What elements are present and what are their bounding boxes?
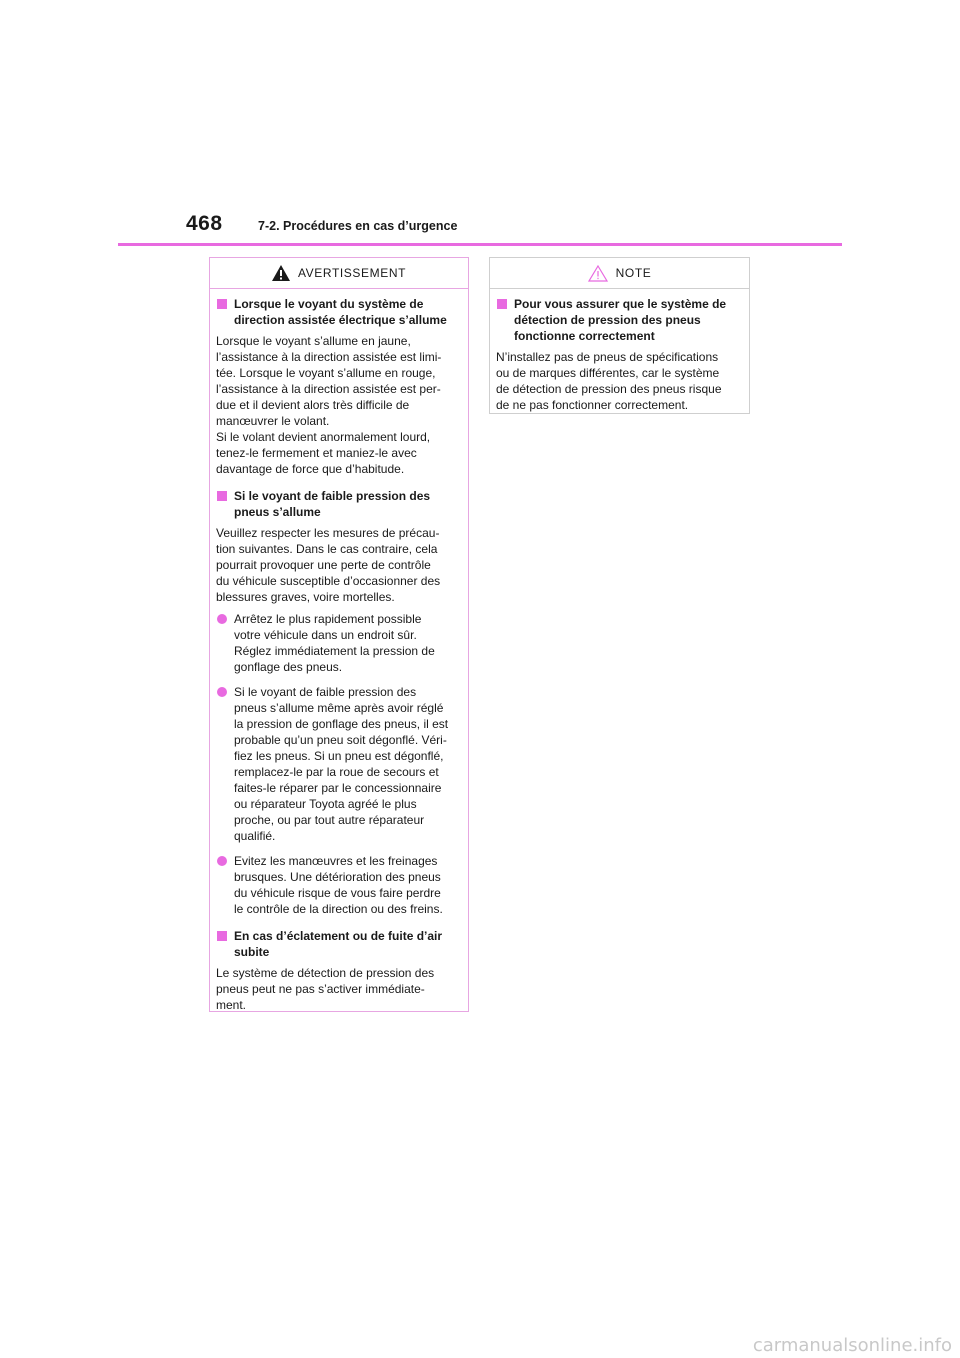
text-line: Lorsque le voyant s’allume en jaune, (216, 334, 411, 348)
text-line: tion suivantes. Dans le cas contraire, cela (216, 542, 438, 556)
text-line: Evitez les manœuvres et les freinages (234, 854, 438, 868)
warning-heading (216, 296, 456, 328)
round-bullet-icon (217, 856, 227, 866)
text-line: pneus s’allume même après avoir réglé (234, 701, 444, 715)
warning-header (210, 258, 468, 289)
text-line: ment. (216, 998, 247, 1012)
text-line: subite (234, 945, 270, 959)
text-line: remplacez-le par la roue de secours et (234, 765, 439, 779)
text-line: due et il devient alors très difficile de (216, 398, 410, 412)
square-bullet-icon (217, 931, 227, 941)
text-line: Si le voyant de faible pression des (234, 489, 431, 503)
square-bullet-icon (217, 299, 227, 309)
text-line: votre véhicule dans un endroit sûr. (234, 628, 417, 642)
text-line: de ne pas fonctionner correctement. (496, 398, 689, 412)
text-line: probable qu’un pneu soit dégonflé. Véri- (234, 733, 447, 747)
warning-paragraph (216, 333, 456, 477)
page-number: 468 (186, 212, 223, 235)
warning-title: AVERTISSEMENT (297, 266, 407, 280)
text-line: blessures graves, voire mortelles. (216, 590, 395, 604)
header-rule (118, 243, 842, 246)
text-line: Arrêtez le plus rapidement possible (234, 612, 422, 626)
list-item (216, 611, 456, 675)
text-line: davantage de force que d’habitude. (216, 462, 405, 476)
text-line: gonflage des pneus. (234, 660, 343, 674)
text-line: de détection de pression des pneus risque (496, 382, 722, 396)
text-line: manœuvrer le volant. (216, 414, 330, 428)
note-heading (496, 296, 737, 344)
text-line: N’installez pas de pneus de spécifications (496, 350, 719, 364)
text-line: fonctionne correctement (514, 329, 655, 343)
note-body (490, 289, 749, 413)
text-line: ou de marques différentes, car le système (496, 366, 720, 380)
list-item (216, 684, 456, 844)
text-line: Si le voyant de faible pression des (234, 685, 417, 699)
warning-paragraph (216, 525, 456, 605)
round-bullet-icon (217, 614, 227, 624)
round-bullet-icon (217, 687, 227, 697)
text-line: Pour vous assurer que le système de (514, 297, 727, 311)
text-line: l’assistance à la direction assistée est limi- (216, 350, 442, 364)
text-line: pourrait provoquer une perte de contrôle (216, 558, 431, 572)
text-line: brusques. Une détérioration des pneus (234, 870, 441, 884)
text-line: Réglez immédiatement la pression de (234, 644, 435, 658)
text-line: pneus peut ne pas s’activer immédiate- (216, 982, 425, 996)
caution-outline-triangle-icon (588, 265, 608, 282)
text-line: proche, ou par tout autre réparateur (234, 813, 425, 827)
text-line: le contrôle de la direction ou des freins. (234, 902, 443, 916)
warning-triangle-icon (272, 265, 290, 281)
text-line: En cas d’éclatement ou de fuite d’air (234, 929, 443, 943)
warning-heading (216, 488, 456, 520)
note-title: NOTE (615, 266, 652, 280)
text-line: du véhicule risque de vous faire perdre (234, 886, 441, 900)
text-line: ou réparateur Toyota agréé le plus (234, 797, 417, 811)
square-bullet-icon (497, 299, 507, 309)
text-line: tenez-le fermement et maniez-le avec (216, 446, 417, 460)
warning-box (209, 257, 469, 1012)
text-line: qualifié. (234, 829, 276, 843)
list-item (216, 853, 456, 917)
note-paragraph (496, 349, 737, 413)
text-line: pneus s’allume (234, 505, 321, 519)
text-line: fiez les pneus. Si un pneu est dégonflé, (234, 749, 444, 763)
text-line: direction assistée électrique s’allume (234, 313, 447, 327)
warning-heading (216, 928, 456, 960)
note-box (489, 257, 750, 414)
note-header (490, 258, 749, 289)
warning-body (210, 289, 468, 1013)
text-line: Le système de détection de pression des (216, 966, 435, 980)
text-line: détection de pression des pneus (514, 313, 701, 327)
text-line: la pression de gonflage des pneus, il est (234, 717, 449, 731)
text-line: Veuillez respecter les mesures de précau- (216, 526, 440, 540)
text-line: faites-le réparer par le concessionnaire (234, 781, 442, 795)
text-line: du véhicule susceptible d’occasionner des (216, 574, 441, 588)
text-line: tée. Lorsque le voyant s’allume en rouge, (216, 366, 436, 380)
square-bullet-icon (217, 491, 227, 501)
text-line: Si le volant devient anormalement lourd, (216, 430, 431, 444)
text-line: l’assistance à la direction assistée est per- (216, 382, 441, 396)
text-line: Lorsque le voyant du système de (234, 297, 424, 311)
watermark: carmanualsonline.info (752, 1335, 952, 1356)
section-title: 7-2. Procédures en cas d’urgence (258, 219, 458, 233)
warning-paragraph (216, 965, 456, 1013)
